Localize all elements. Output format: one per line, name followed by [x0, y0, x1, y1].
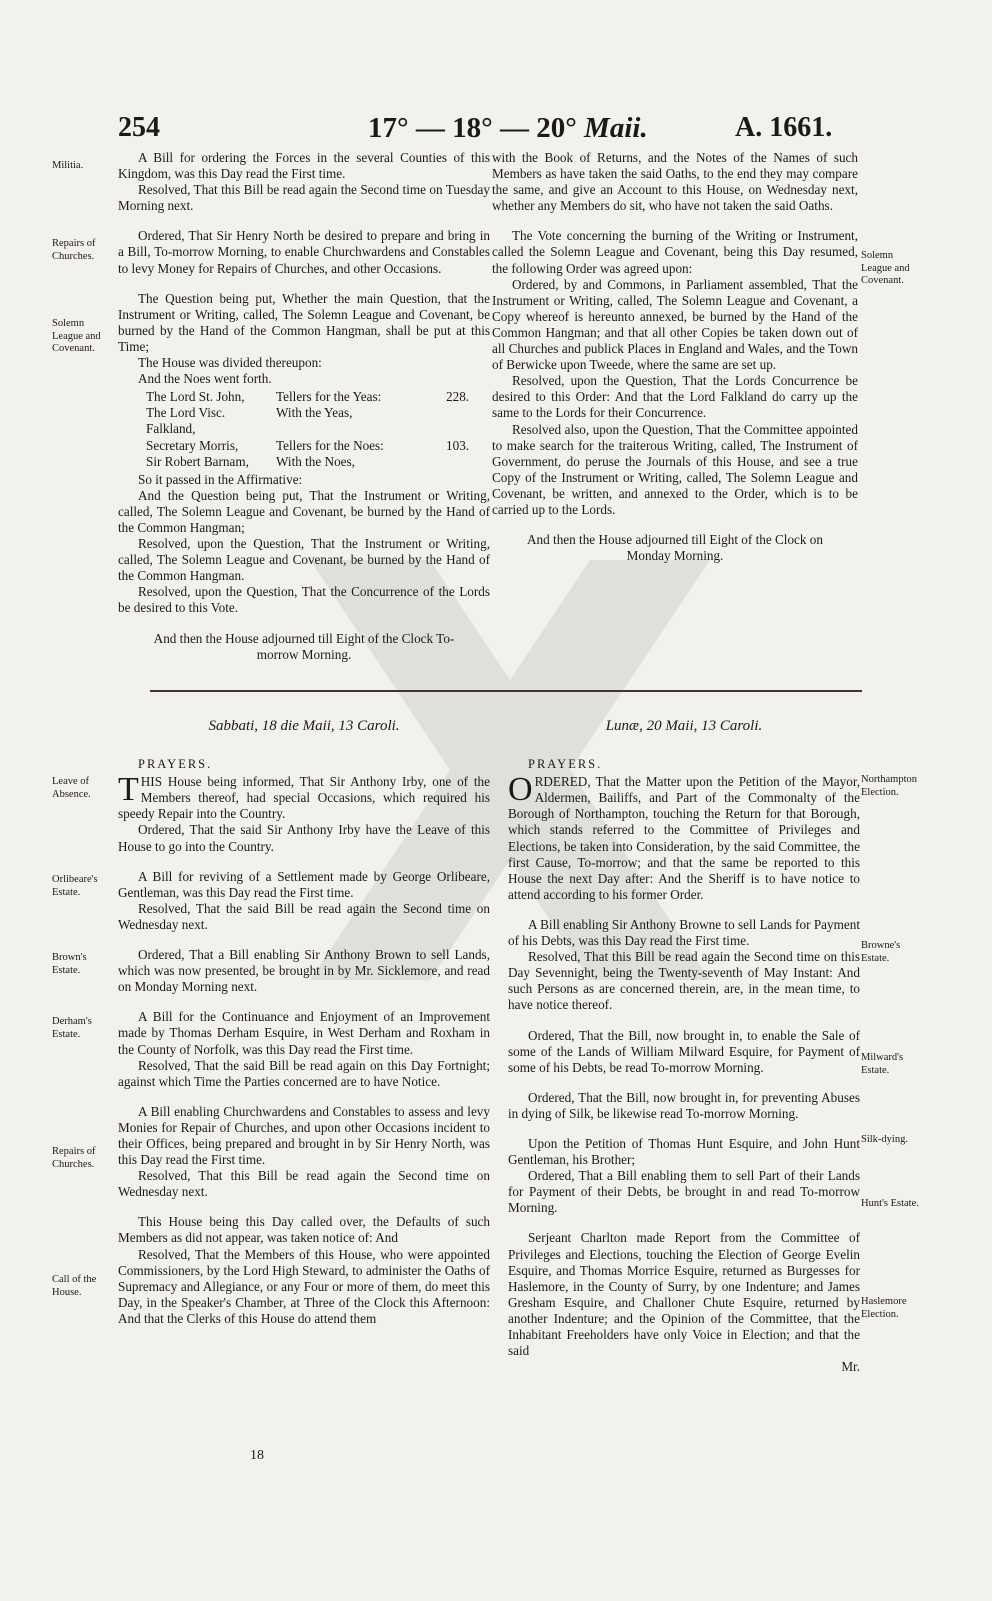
teller-row [146, 405, 490, 437]
paragraph: Upon the Petition of Thomas Hunt Esquire, and John Hunt Gentleman, his Brother; [508, 1135, 860, 1168]
entry-leave [118, 771, 490, 854]
paragraph: Resolved, That this Bill be read again the Second time on Wednesday next. [118, 1168, 490, 1200]
date-month: Maii. [584, 112, 648, 144]
teller-count [446, 454, 486, 470]
entry-silk [508, 1090, 860, 1122]
entry-call [118, 1214, 490, 1327]
margin-note: Milward's Estate. [861, 1052, 904, 1076]
margin-note: Browne's Estate. [861, 940, 901, 964]
margin-note: Derham's Estate. [52, 1016, 92, 1040]
paragraph: Ordered, That the said Sir Anthony Irby have the Leave of this House to go into the Country. [118, 822, 490, 854]
teller-role: With the Noes, [276, 453, 355, 469]
page-year: A. 1661. [735, 112, 833, 143]
paragraph: Resolved, upon the Question, That the Instrument or Writing, called, The Solemn League and Covenant, be burned by the Hand of the Common Hangman. [118, 536, 490, 584]
entry-browne [508, 917, 860, 1014]
margin-note: Repairs of Churches. [52, 1146, 96, 1170]
teller-count [446, 405, 486, 437]
paragraph: Resolved, That this Bill be read again the Second time on Tuesday Morning next. [118, 182, 490, 214]
bottom-right-column [508, 718, 860, 1375]
paragraph: Ordered, That a Bill enabling them to sell Part of their Lands for Payment of their Debts, be brought in and read To-morrow Morning. [508, 1168, 860, 1216]
paragraph: And the Noes went forth. [138, 371, 272, 387]
teller-count: 103. [446, 437, 470, 453]
teller-name: The Lord St. John, [146, 389, 245, 405]
paragraph: A Bill enabling Churchwardens and Constables to assess and levy Monies for Repair of Churches, and upon other Occasions incident to their Offices, being prepared and brought in by Sir Henry North, was this Day read the First time. [118, 1103, 490, 1168]
margin-note: Brown's Estate. [52, 952, 87, 976]
entry-covenant-order [492, 228, 858, 518]
entry-oaths [492, 150, 858, 214]
drop-cap: O [508, 771, 533, 809]
entry-hunt [508, 1136, 860, 1216]
entry-militia [118, 150, 490, 214]
margin-note: Militia. [52, 160, 84, 171]
margin-note: Solemn League and Covenant. [861, 250, 910, 286]
entry-churches [118, 1104, 490, 1201]
margin-note: Silk-dying. [861, 1134, 908, 1145]
teller-role: Tellers for the Yeas: [276, 389, 382, 405]
teller-row [146, 389, 490, 405]
entry-haslemore [508, 1230, 860, 1375]
day-heading: Lunæ, 20 Maii, 13 Caroli. [605, 718, 763, 734]
paragraph: And the Question being put, That the Instrument or Writing, called, The Solemn League and Covenant, be burned by the Hand of the Common Hangman; [118, 487, 490, 535]
paragraph: This House being this Day called over, the Defaults of such Members as did not appear, was taken notice of: And [118, 1214, 490, 1246]
signature-mark: 18 [250, 1448, 264, 1463]
paragraph: A Bill enabling Sir Anthony Browne to sell Lands for Payment of his Debts, was this Day read the First time. [508, 916, 860, 949]
margin-note: Call of the House. [52, 1274, 97, 1298]
margin-note: Leave of Absence. [52, 776, 91, 800]
adjournment: And then the House adjourned till Eight of the Clock on Monday Morning. [527, 532, 823, 564]
paragraph: Serjeant Charlton made Report from the Committee of Privileges and Elections, touching the Election of George Evelin Esquire, and Thomas Morrice Esquire, returned as Burgesses for Haslemore, in the County of Surry, by one Indenture; and James Gresham Esquire, and Challoner Chute Esquire, returned by another Indenture; and the Opinion of the Committee, that the Inhabitant Freeholders have only Voice in Election; and that the said [508, 1230, 860, 1359]
paragraph: Ordered, That the Bill, now brought in, to enable the Sale of some of the Lands of William Milward Esquire, for Payment of some of his Debts, be read To-morrow Morning. [508, 1027, 860, 1075]
paragraph: The House was divided thereupon: [138, 355, 322, 371]
paragraph: So it passed in the Affirmative: [138, 471, 303, 487]
entry-brown [118, 947, 490, 995]
teller-row [146, 438, 490, 454]
margin-note: Hunt's Estate. [861, 1198, 919, 1209]
margin-note: Haslemore Election. [861, 1296, 907, 1320]
paragraph: A Bill for reviving of a Settlement made by George Orlibeare, Gentleman, was this Day read the First time. [118, 868, 490, 900]
day-heading: Sabbati, 18 die Maii, 13 Caroli. [208, 718, 400, 734]
teller-count: 228. [446, 389, 470, 405]
teller-row [146, 454, 490, 470]
paragraph: The Question being put, Whether the main Question, that the Instrument or Writing, called, The Solemn League and Covenant, be burned by the Hand of the Common Hangman, shall be put at this Time; [118, 290, 490, 354]
paragraph: Ordered, That Sir Henry North be desired to prepare and bring in a Bill, To-morrow Morning, to enable Churchwardens and Constables to levy Money for Repairs of Churches, and other Occasions. [118, 228, 490, 276]
paragraph: Resolved, That this Bill be read again the Second time on this Day Sevennight, being the Twenty-seventh of May Instant: And such Persons as are concerned therein, are, in the mean time, to have notice thereof. [508, 949, 860, 1013]
paragraph: The Vote concerning the burning of the Writing or Instrument, called the Solemn League and Covenant, being this Day resumed, the following Order was agreed upon: [492, 228, 858, 276]
paragraph: Resolved, upon the Question, That the Lords Concurrence be desired to this Order: And that the Lord Falkland do carry up the same to the Lords for their Concurrence. [492, 373, 858, 421]
top-right-column [492, 150, 858, 564]
margin-note: Orlibeare's Estate. [52, 874, 98, 898]
paragraph-text: RDERED, That the Matter upon the Petition of the Mayor, Aldermen, Bailiffs, and Part of the Commonalty of the Borough of Northampton, touching the Return for that Borough, which stands referred to the Committee of Privileges and Elections, be taken into Consideration, by the said Committee, the first Cause, To-morrow; and that the same be reported to this House the next Day after: And the Sheriff is to have notice to attend according to his former Order. [508, 774, 860, 902]
entry-derham [118, 1009, 490, 1089]
entry-orlibeare [118, 869, 490, 933]
adjournment: And then the House adjourned till Eight of the Clock To-morrow Morning. [153, 630, 455, 662]
paragraph: Resolved, That the said Bill be read again the Second time on Wednesday next. [118, 900, 490, 932]
paragraph: Ordered, by and Commons, in Parliament assembled, That the Instrument or Writing, called, The Solemn League and Covenant, a Copy whereof is hereunto annexed, be burned by the Hand of the Common Hangman; and that all other Copies be taken down out of all Churches and publick Places in England and Wales, and the Town of Berwicke upon Tweede, where the same are set up. [492, 276, 858, 373]
prayers-label: PRAYERS. [138, 757, 213, 772]
entry-milward [508, 1028, 860, 1076]
top-left-column [118, 150, 490, 663]
entry-covenant [118, 291, 490, 617]
paragraph: Resolved also, upon the Question, That the Committee appointed to make search for the traiterous Writing, called, The Instrument of Government, do peruse the Journals of this House, and see a true Copy of the Instrument or Writing, called, The Solemn League and Covenant, be written, and annexed to the Order, which is to be carried up to the Lords. [492, 421, 858, 517]
entry-repairs [118, 228, 490, 276]
margin-note: Repairs of Churches. [52, 238, 96, 262]
date-days: 17° — 18° — 20° [368, 112, 585, 144]
paragraph [118, 771, 490, 822]
drop-cap: T [118, 771, 139, 809]
margin-note: Solemn League and Covenant. [52, 318, 101, 354]
section-divider [150, 690, 862, 692]
teller-name: Secretary Morris, [146, 437, 239, 453]
tellers-list [146, 389, 490, 469]
teller-name: Sir Robert Barnam, [146, 453, 249, 469]
paragraph: Resolved, That the said Bill be read again on this Day Fortnight; against which Time the Parties concerned are to have Notice. [118, 1057, 490, 1089]
paragraph: A Bill for the Continuance and Enjoyment of an Improvement made by Thomas Derham Esquire, in West Derham and Roxham in the County of Norfolk, was this Day read the First time. [118, 1009, 490, 1057]
teller-role: With the Yeas, [276, 405, 353, 421]
catchword: Mr. [841, 1359, 860, 1375]
paragraph-text: HIS House being informed, That Sir Anthony Irby, one of the Members thereof, had special Occasions, which required his speedy Repair into the Country. [118, 774, 490, 822]
paragraph: Resolved, upon the Question, That the Concurrence of the Lords be desired to this Vote. [118, 584, 490, 616]
teller-name: The Lord Visc. Falkland, [146, 405, 226, 437]
paragraph: Ordered, That the Bill, now brought in, for preventing Abuses in dying of Silk, be likewise read To-morrow Morning. [508, 1089, 860, 1121]
page-date [368, 112, 648, 152]
paragraph [508, 771, 860, 903]
margin-note: Northampton Election. [861, 774, 917, 798]
prayers-label: PRAYERS. [528, 757, 603, 772]
paragraph: Ordered, That a Bill enabling Sir Anthony Brown to sell Lands, which was now presented, be brought in by Mr. Sicklemore, and read on Monday Morning next. [118, 947, 490, 995]
entry-northampton [508, 771, 860, 903]
teller-role: Tellers for the Noes: [276, 437, 384, 453]
paragraph: A Bill for ordering the Forces in the several Counties of this Kingdom, was this Day read the First time. [118, 150, 490, 182]
bottom-left-column [118, 718, 490, 1341]
page-number: 254 [118, 112, 160, 143]
paragraph: with the Book of Returns, and the Notes of the Names of such Members as have taken the said Oaths, to the end they may compare the same, and give an Account to this House, on Wednesday next, whether any Members do sit, who have not taken the said Oaths. [492, 150, 858, 214]
paragraph: Resolved, That the Members of this House, who were appointed Commissioners, by the Lord High Steward, to administer the Oaths of Supremacy and Allegiance, or any Four or more of them, do meet this Day, in the Speaker's Chamber, at Three of the Clock this Afternoon: And that the Clerks of this House do attend them [118, 1246, 490, 1326]
